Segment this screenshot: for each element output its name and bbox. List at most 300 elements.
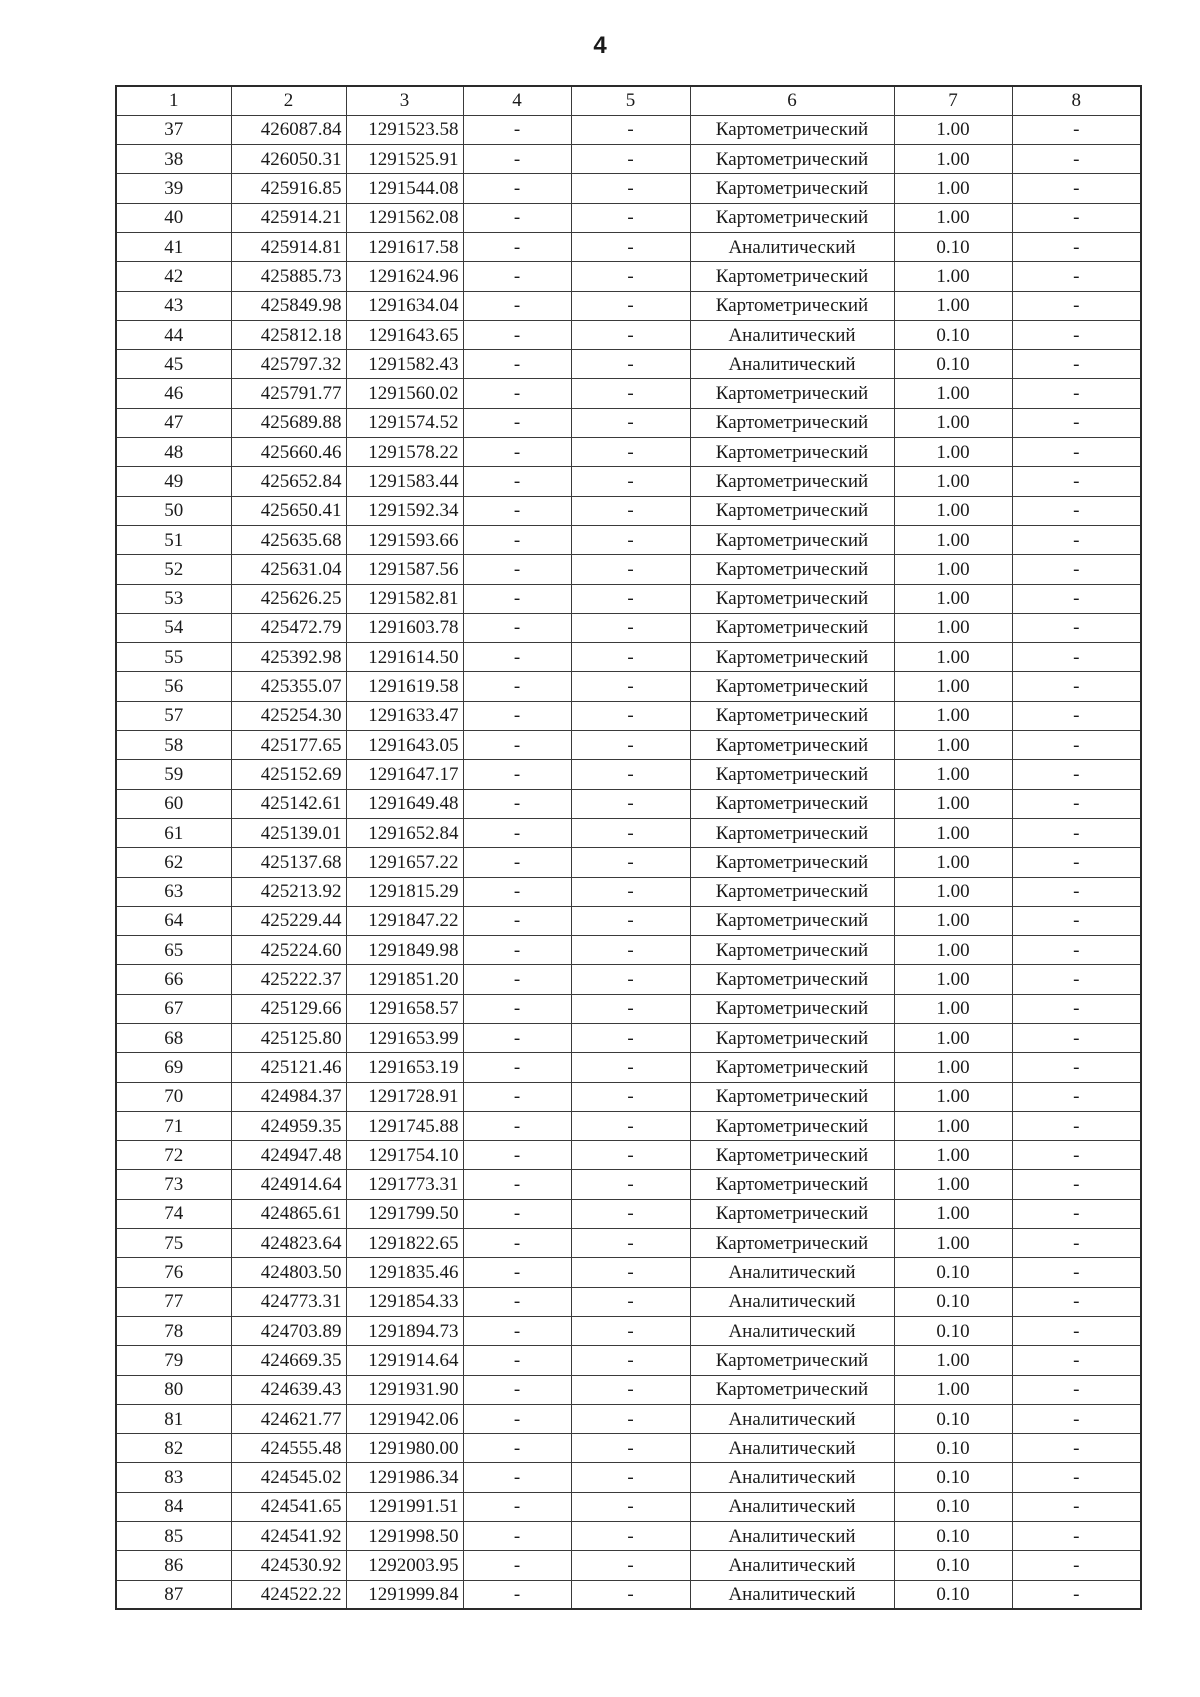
accuracy-cell: 0.10 [894, 1492, 1012, 1521]
y-coordinate-cell: 1291593.66 [346, 525, 463, 554]
column-header-6: 6 [690, 86, 894, 115]
point-number-cell: 66 [116, 965, 231, 994]
column-8-cell: - [1012, 584, 1141, 613]
y-coordinate-cell: 1291851.20 [346, 965, 463, 994]
y-coordinate-cell: 1291998.50 [346, 1522, 463, 1551]
column-4-cell: - [463, 613, 571, 642]
x-coordinate-cell: 424621.77 [231, 1404, 346, 1433]
accuracy-cell: 1.00 [894, 1024, 1012, 1053]
column-8-cell: - [1012, 1316, 1141, 1345]
y-coordinate-cell: 1291815.29 [346, 877, 463, 906]
column-8-cell: - [1012, 203, 1141, 232]
method-cell: Картометрический [690, 525, 894, 554]
column-8-cell: - [1012, 701, 1141, 730]
table-row [116, 1404, 1141, 1433]
point-number-cell: 54 [116, 613, 231, 642]
table-row [116, 1258, 1141, 1287]
column-5-cell: - [571, 496, 690, 525]
method-cell: Картометрический [690, 1199, 894, 1228]
column-4-cell: - [463, 145, 571, 174]
method-cell: Картометрический [690, 1111, 894, 1140]
point-number-cell: 53 [116, 584, 231, 613]
x-coordinate-cell: 424639.43 [231, 1375, 346, 1404]
column-4-cell: - [463, 408, 571, 437]
method-cell: Аналитический [690, 1258, 894, 1287]
x-coordinate-cell: 425650.41 [231, 496, 346, 525]
column-5-cell: - [571, 145, 690, 174]
x-coordinate-cell: 425222.37 [231, 965, 346, 994]
column-5-cell: - [571, 1287, 690, 1316]
column-4-cell: - [463, 1111, 571, 1140]
table-row [116, 789, 1141, 818]
column-4-cell: - [463, 994, 571, 1023]
point-number-cell: 74 [116, 1199, 231, 1228]
column-4-cell: - [463, 643, 571, 672]
method-cell: Картометрический [690, 262, 894, 291]
accuracy-cell: 0.10 [894, 320, 1012, 349]
x-coordinate-cell: 425152.69 [231, 760, 346, 789]
accuracy-cell: 1.00 [894, 584, 1012, 613]
column-4-cell: - [463, 1463, 571, 1492]
y-coordinate-cell: 1291525.91 [346, 145, 463, 174]
table-row [116, 818, 1141, 847]
column-8-cell: - [1012, 350, 1141, 379]
accuracy-cell: 1.00 [894, 701, 1012, 730]
method-cell: Аналитический [690, 1522, 894, 1551]
method-cell: Аналитический [690, 1434, 894, 1463]
column-5-cell: - [571, 731, 690, 760]
column-8-cell: - [1012, 408, 1141, 437]
point-number-cell: 55 [116, 643, 231, 672]
method-cell: Аналитический [690, 350, 894, 379]
column-8-cell: - [1012, 1024, 1141, 1053]
column-4-cell: - [463, 1053, 571, 1082]
x-coordinate-cell: 425129.66 [231, 994, 346, 1023]
y-coordinate-cell: 1291999.84 [346, 1580, 463, 1609]
x-coordinate-cell: 426087.84 [231, 115, 346, 144]
column-4-cell: - [463, 232, 571, 261]
column-8-cell: - [1012, 1580, 1141, 1609]
method-cell: Картометрический [690, 496, 894, 525]
accuracy-cell: 1.00 [894, 1229, 1012, 1258]
column-header-7: 7 [894, 86, 1012, 115]
x-coordinate-cell: 425885.73 [231, 262, 346, 291]
y-coordinate-cell: 1291854.33 [346, 1287, 463, 1316]
x-coordinate-cell: 424545.02 [231, 1463, 346, 1492]
method-cell: Картометрический [690, 291, 894, 320]
method-cell: Картометрический [690, 965, 894, 994]
column-5-cell: - [571, 877, 690, 906]
x-coordinate-cell: 425635.68 [231, 525, 346, 554]
column-8-cell: - [1012, 379, 1141, 408]
column-4-cell: - [463, 584, 571, 613]
column-8-cell: - [1012, 1463, 1141, 1492]
table-row [116, 232, 1141, 261]
point-number-cell: 69 [116, 1053, 231, 1082]
accuracy-cell: 0.10 [894, 1287, 1012, 1316]
point-number-cell: 72 [116, 1141, 231, 1170]
accuracy-cell: 1.00 [894, 555, 1012, 584]
column-8-cell: - [1012, 672, 1141, 701]
method-cell: Картометрический [690, 760, 894, 789]
accuracy-cell: 0.10 [894, 1463, 1012, 1492]
table-row [116, 1316, 1141, 1345]
column-8-cell: - [1012, 1375, 1141, 1404]
column-8-cell: - [1012, 1287, 1141, 1316]
table-header-row [116, 86, 1141, 115]
column-8-cell: - [1012, 174, 1141, 203]
table-row [116, 320, 1141, 349]
accuracy-cell: 1.00 [894, 877, 1012, 906]
point-number-cell: 76 [116, 1258, 231, 1287]
y-coordinate-cell: 1291657.22 [346, 848, 463, 877]
table-row [116, 613, 1141, 642]
y-coordinate-cell: 1291633.47 [346, 701, 463, 730]
column-4-cell: - [463, 1258, 571, 1287]
table-row [116, 525, 1141, 554]
column-5-cell: - [571, 1580, 690, 1609]
column-8-cell: - [1012, 1170, 1141, 1199]
x-coordinate-cell: 425224.60 [231, 936, 346, 965]
method-cell: Картометрический [690, 1082, 894, 1111]
y-coordinate-cell: 1291624.96 [346, 262, 463, 291]
column-8-cell: - [1012, 1053, 1141, 1082]
accuracy-cell: 1.00 [894, 818, 1012, 847]
column-4-cell: - [463, 877, 571, 906]
column-5-cell: - [571, 1199, 690, 1228]
method-cell: Картометрический [690, 789, 894, 818]
x-coordinate-cell: 424669.35 [231, 1346, 346, 1375]
column-4-cell: - [463, 1375, 571, 1404]
accuracy-cell: 1.00 [894, 1170, 1012, 1199]
column-5-cell: - [571, 789, 690, 818]
column-5-cell: - [571, 613, 690, 642]
y-coordinate-cell: 1291582.81 [346, 584, 463, 613]
x-coordinate-cell: 425660.46 [231, 438, 346, 467]
column-8-cell: - [1012, 145, 1141, 174]
point-number-cell: 84 [116, 1492, 231, 1521]
method-cell: Аналитический [690, 1551, 894, 1580]
point-number-cell: 57 [116, 701, 231, 730]
column-5-cell: - [571, 1404, 690, 1433]
table-row [116, 467, 1141, 496]
column-4-cell: - [463, 1551, 571, 1580]
page-number: 4 [593, 32, 607, 59]
x-coordinate-cell: 424555.48 [231, 1434, 346, 1463]
accuracy-cell: 1.00 [894, 174, 1012, 203]
x-coordinate-cell: 424865.61 [231, 1199, 346, 1228]
column-8-cell: - [1012, 262, 1141, 291]
column-8-cell: - [1012, 848, 1141, 877]
column-5-cell: - [571, 643, 690, 672]
column-8-cell: - [1012, 525, 1141, 554]
x-coordinate-cell: 425797.32 [231, 350, 346, 379]
column-5-cell: - [571, 1141, 690, 1170]
column-8-cell: - [1012, 1199, 1141, 1228]
accuracy-cell: 0.10 [894, 1522, 1012, 1551]
method-cell: Картометрический [690, 203, 894, 232]
x-coordinate-cell: 426050.31 [231, 145, 346, 174]
method-cell: Аналитический [690, 1463, 894, 1492]
y-coordinate-cell: 1291986.34 [346, 1463, 463, 1492]
table-row [116, 145, 1141, 174]
x-coordinate-cell: 425142.61 [231, 789, 346, 818]
x-coordinate-cell: 425125.80 [231, 1024, 346, 1053]
point-number-cell: 78 [116, 1316, 231, 1345]
point-number-cell: 70 [116, 1082, 231, 1111]
table-row [116, 496, 1141, 525]
accuracy-cell: 0.10 [894, 232, 1012, 261]
column-5-cell: - [571, 203, 690, 232]
column-5-cell: - [571, 408, 690, 437]
table-row [116, 1287, 1141, 1316]
method-cell: Картометрический [690, 877, 894, 906]
accuracy-cell: 1.00 [894, 1346, 1012, 1375]
y-coordinate-cell: 1291847.22 [346, 906, 463, 935]
column-4-cell: - [463, 1522, 571, 1551]
column-8-cell: - [1012, 320, 1141, 349]
y-coordinate-cell: 1291991.51 [346, 1492, 463, 1521]
column-5-cell: - [571, 1170, 690, 1199]
point-number-cell: 79 [116, 1346, 231, 1375]
column-5-cell: - [571, 1082, 690, 1111]
x-coordinate-cell: 425812.18 [231, 320, 346, 349]
method-cell: Аналитический [690, 232, 894, 261]
point-number-cell: 46 [116, 379, 231, 408]
y-coordinate-cell: 1292003.95 [346, 1551, 463, 1580]
table-row [116, 1141, 1141, 1170]
table-row [116, 965, 1141, 994]
x-coordinate-cell: 425139.01 [231, 818, 346, 847]
column-5-cell: - [571, 1434, 690, 1463]
point-number-cell: 41 [116, 232, 231, 261]
table-row [116, 1434, 1141, 1463]
method-cell: Картометрический [690, 1141, 894, 1170]
point-number-cell: 51 [116, 525, 231, 554]
x-coordinate-cell: 425137.68 [231, 848, 346, 877]
point-number-cell: 83 [116, 1463, 231, 1492]
point-number-cell: 71 [116, 1111, 231, 1140]
table-row [116, 438, 1141, 467]
accuracy-cell: 1.00 [894, 760, 1012, 789]
column-header-5: 5 [571, 86, 690, 115]
column-8-cell: - [1012, 1522, 1141, 1551]
method-cell: Картометрический [690, 643, 894, 672]
column-5-cell: - [571, 438, 690, 467]
accuracy-cell: 1.00 [894, 1199, 1012, 1228]
column-5-cell: - [571, 1111, 690, 1140]
point-number-cell: 45 [116, 350, 231, 379]
column-4-cell: - [463, 379, 571, 408]
column-4-cell: - [463, 1287, 571, 1316]
column-4-cell: - [463, 672, 571, 701]
point-number-cell: 48 [116, 438, 231, 467]
y-coordinate-cell: 1291653.19 [346, 1053, 463, 1082]
table-row [116, 174, 1141, 203]
accuracy-cell: 1.00 [894, 965, 1012, 994]
table-row [116, 1522, 1141, 1551]
table-row [116, 1024, 1141, 1053]
column-5-cell: - [571, 672, 690, 701]
y-coordinate-cell: 1291652.84 [346, 818, 463, 847]
x-coordinate-cell: 425914.81 [231, 232, 346, 261]
accuracy-cell: 1.00 [894, 1111, 1012, 1140]
method-cell: Картометрический [690, 1375, 894, 1404]
point-number-cell: 58 [116, 731, 231, 760]
method-cell: Картометрический [690, 145, 894, 174]
x-coordinate-cell: 425392.98 [231, 643, 346, 672]
y-coordinate-cell: 1291754.10 [346, 1141, 463, 1170]
point-number-cell: 60 [116, 789, 231, 818]
method-cell: Картометрический [690, 672, 894, 701]
coordinates-table [115, 85, 1142, 1610]
column-4-cell: - [463, 818, 571, 847]
y-coordinate-cell: 1291728.91 [346, 1082, 463, 1111]
y-coordinate-cell: 1291578.22 [346, 438, 463, 467]
point-number-cell: 82 [116, 1434, 231, 1463]
table-row [116, 1199, 1141, 1228]
column-8-cell: - [1012, 731, 1141, 760]
accuracy-cell: 0.10 [894, 1580, 1012, 1609]
point-number-cell: 47 [116, 408, 231, 437]
column-header-2: 2 [231, 86, 346, 115]
x-coordinate-cell: 425472.79 [231, 613, 346, 642]
column-8-cell: - [1012, 1229, 1141, 1258]
point-number-cell: 77 [116, 1287, 231, 1316]
column-4-cell: - [463, 203, 571, 232]
table-row [116, 350, 1141, 379]
table-row [116, 1082, 1141, 1111]
x-coordinate-cell: 425689.88 [231, 408, 346, 437]
table-row [116, 1170, 1141, 1199]
method-cell: Картометрический [690, 818, 894, 847]
column-8-cell: - [1012, 994, 1141, 1023]
x-coordinate-cell: 424959.35 [231, 1111, 346, 1140]
column-4-cell: - [463, 525, 571, 554]
column-5-cell: - [571, 350, 690, 379]
table-row [116, 584, 1141, 613]
y-coordinate-cell: 1291544.08 [346, 174, 463, 203]
column-4-cell: - [463, 789, 571, 818]
accuracy-cell: 1.00 [894, 115, 1012, 144]
column-5-cell: - [571, 467, 690, 496]
y-coordinate-cell: 1291583.44 [346, 467, 463, 496]
x-coordinate-cell: 425254.30 [231, 701, 346, 730]
point-number-cell: 86 [116, 1551, 231, 1580]
accuracy-cell: 1.00 [894, 848, 1012, 877]
column-4-cell: - [463, 496, 571, 525]
x-coordinate-cell: 424541.65 [231, 1492, 346, 1521]
column-8-cell: - [1012, 906, 1141, 935]
accuracy-cell: 1.00 [894, 262, 1012, 291]
column-4-cell: - [463, 760, 571, 789]
point-number-cell: 68 [116, 1024, 231, 1053]
point-number-cell: 75 [116, 1229, 231, 1258]
table-row [116, 906, 1141, 935]
method-cell: Картометрический [690, 1346, 894, 1375]
method-cell: Картометрический [690, 438, 894, 467]
method-cell: Аналитический [690, 320, 894, 349]
table-row [116, 1580, 1141, 1609]
column-8-cell: - [1012, 1258, 1141, 1287]
y-coordinate-cell: 1291799.50 [346, 1199, 463, 1228]
column-4-cell: - [463, 291, 571, 320]
x-coordinate-cell: 425626.25 [231, 584, 346, 613]
table-row [116, 877, 1141, 906]
column-8-cell: - [1012, 438, 1141, 467]
column-8-cell: - [1012, 643, 1141, 672]
x-coordinate-cell: 424947.48 [231, 1141, 346, 1170]
column-5-cell: - [571, 906, 690, 935]
column-4-cell: - [463, 1170, 571, 1199]
accuracy-cell: 0.10 [894, 350, 1012, 379]
accuracy-cell: 1.00 [894, 1082, 1012, 1111]
point-number-cell: 61 [116, 818, 231, 847]
method-cell: Картометрический [690, 174, 894, 203]
accuracy-cell: 1.00 [894, 643, 1012, 672]
x-coordinate-cell: 425177.65 [231, 731, 346, 760]
point-number-cell: 44 [116, 320, 231, 349]
column-5-cell: - [571, 1229, 690, 1258]
method-cell: Картометрический [690, 731, 894, 760]
table-row [116, 1111, 1141, 1140]
column-4-cell: - [463, 1024, 571, 1053]
column-8-cell: - [1012, 877, 1141, 906]
column-5-cell: - [571, 555, 690, 584]
x-coordinate-cell: 424823.64 [231, 1229, 346, 1258]
x-coordinate-cell: 425229.44 [231, 906, 346, 935]
method-cell: Картометрический [690, 994, 894, 1023]
column-4-cell: - [463, 438, 571, 467]
accuracy-cell: 1.00 [894, 613, 1012, 642]
y-coordinate-cell: 1291931.90 [346, 1375, 463, 1404]
point-number-cell: 87 [116, 1580, 231, 1609]
column-5-cell: - [571, 320, 690, 349]
column-4-cell: - [463, 906, 571, 935]
table-row [116, 701, 1141, 730]
column-4-cell: - [463, 320, 571, 349]
table-row [116, 291, 1141, 320]
method-cell: Картометрический [690, 906, 894, 935]
y-coordinate-cell: 1291619.58 [346, 672, 463, 701]
accuracy-cell: 1.00 [894, 731, 1012, 760]
column-4-cell: - [463, 350, 571, 379]
point-number-cell: 80 [116, 1375, 231, 1404]
accuracy-cell: 1.00 [894, 994, 1012, 1023]
method-cell: Картометрический [690, 467, 894, 496]
column-8-cell: - [1012, 496, 1141, 525]
accuracy-cell: 1.00 [894, 291, 1012, 320]
y-coordinate-cell: 1291822.65 [346, 1229, 463, 1258]
column-8-cell: - [1012, 936, 1141, 965]
column-8-cell: - [1012, 1111, 1141, 1140]
point-number-cell: 40 [116, 203, 231, 232]
accuracy-cell: 1.00 [894, 1141, 1012, 1170]
accuracy-cell: 1.00 [894, 672, 1012, 701]
accuracy-cell: 1.00 [894, 145, 1012, 174]
y-coordinate-cell: 1291560.02 [346, 379, 463, 408]
column-4-cell: - [463, 731, 571, 760]
accuracy-cell: 1.00 [894, 438, 1012, 467]
x-coordinate-cell: 425213.92 [231, 877, 346, 906]
y-coordinate-cell: 1291980.00 [346, 1434, 463, 1463]
method-cell: Картометрический [690, 1053, 894, 1082]
point-number-cell: 67 [116, 994, 231, 1023]
column-8-cell: - [1012, 115, 1141, 144]
column-8-cell: - [1012, 555, 1141, 584]
method-cell: Картометрический [690, 555, 894, 584]
y-coordinate-cell: 1291914.64 [346, 1346, 463, 1375]
